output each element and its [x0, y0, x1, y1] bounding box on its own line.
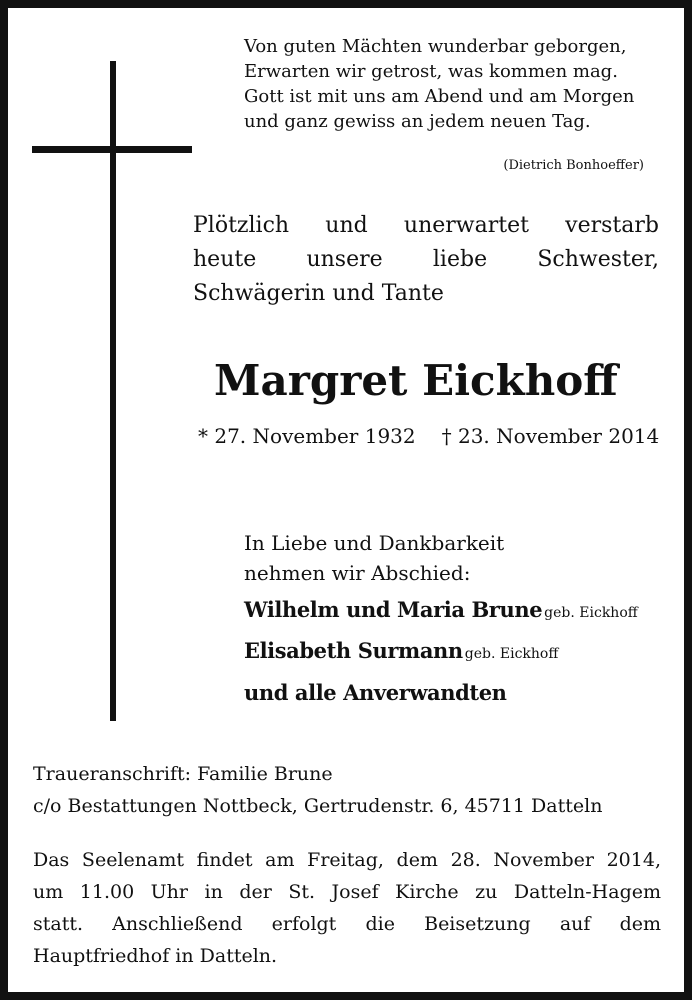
poem-line: Von guten Mächten wunderbar geborgen,: [244, 36, 627, 57]
service-line: statt. Anschließend erfolgt die Beisetzung auf dem: [33, 913, 661, 935]
service-line: Hauptfriedhof in Datteln.: [33, 945, 278, 967]
service-line: Das Seelenamt findet am Freitag, dem 28. November 2014,: [33, 849, 661, 871]
mourner-entry: [244, 678, 507, 708]
cross-symbol-horizontal-bar: [32, 146, 192, 153]
service-line: um 11.00 Uhr in der St. Josef Kirche zu Datteln-Hagem: [33, 881, 661, 903]
announcement-line: Plötzlich und unerwartet verstarb: [193, 213, 659, 238]
announcement-line: heute unsere liebe Schwester,: [193, 247, 659, 272]
mourner-name: Wilhelm und Maria Brune: [244, 597, 543, 622]
poem-line: Gott ist mit uns am Abend und am Morgen: [244, 86, 635, 107]
farewell-line: In Liebe und Dankbarkeit: [244, 531, 505, 555]
death-announcement: [193, 209, 659, 311]
poem-quote: [244, 34, 674, 134]
announcement-line: Schwägerin und Tante: [193, 281, 444, 306]
mourner-maiden-name: geb. Eickhoff: [544, 605, 638, 621]
mourner-entry: [244, 595, 638, 628]
mourner-maiden-name: geb. Eickhoff: [464, 646, 559, 662]
life-dates: [198, 422, 658, 450]
death-date: † 23. November 2014: [441, 424, 660, 448]
service-information: [33, 844, 661, 972]
mourner-name: und alle Anverwandten: [244, 680, 507, 705]
poem-source: (Dietrich Bonhoeffer): [503, 158, 644, 173]
deceased-name: Margret Eickhoff: [214, 356, 618, 405]
cross-symbol-vertical-bar: [110, 61, 116, 721]
birth-date: * 27. November 1932: [198, 424, 416, 448]
mourning-address: [33, 758, 663, 822]
poem-line: und ganz gewiss an jedem neuen Tag.: [244, 111, 591, 132]
address-line: Traueranschrift: Familie Brune: [33, 763, 333, 785]
mourner-name: Elisabeth Surmann: [244, 638, 463, 663]
farewell-line: nehmen wir Abschied:: [244, 561, 471, 585]
farewell-text: [244, 528, 504, 588]
address-line: c/o Bestattungen Nottbeck, Gertrudenstr. 6, 45711 Datteln: [33, 795, 603, 817]
mourner-entry: [244, 636, 558, 669]
poem-line: Erwarten wir getrost, was kommen mag.: [244, 61, 618, 82]
